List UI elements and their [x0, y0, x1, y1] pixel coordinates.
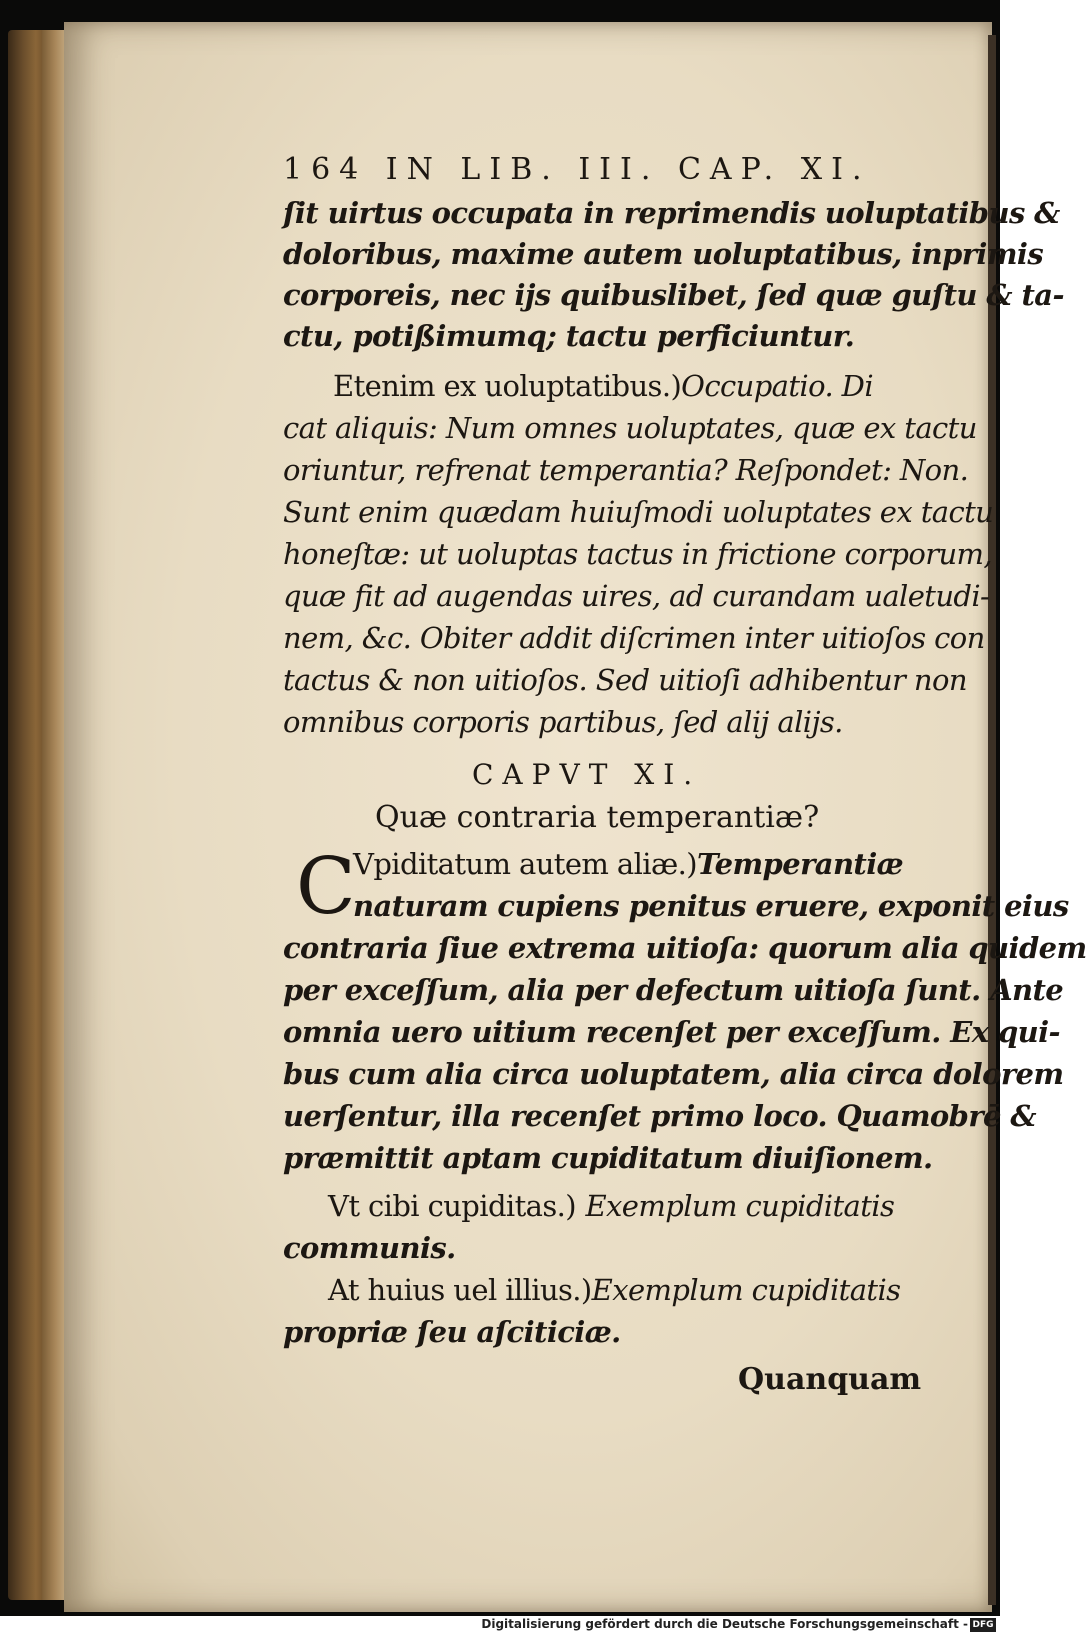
- text-line: omnia uero uitium recenſet per exceſſum. Ex qui-: [283, 1015, 1060, 1049]
- text-line: naturam cupiens penitus eruere, exponit eius: [353, 889, 1069, 923]
- text-line: omnibus corporis partibus, ſed alij alijs.: [283, 705, 843, 739]
- chapter-heading: CAPVT XI.: [472, 758, 702, 791]
- text-line: ſit uirtus occupata in reprimendis uoluptatibus &: [283, 196, 1060, 230]
- funding-credit: Digitalisierung gefördert durch die Deutsche Forschungsgemeinschaft -: [481, 1617, 968, 1631]
- text-line: oriuntur, refrenat temperantia? Reſpondet: Non.: [283, 453, 969, 487]
- text-line: per exceſſum, alia per defectum uitioſa ſunt. Ante: [283, 973, 1064, 1007]
- lemma: Vt cibi cupiditas.): [328, 1189, 576, 1223]
- text-line: nem, &c. Obiter addit diſcrimen inter uitioſos con: [283, 621, 985, 655]
- lemma: Vpiditatum autem aliæ.): [353, 847, 697, 881]
- text-line: ctu, potißimumq; tactu perficiuntur.: [283, 319, 855, 353]
- running-head: 164 IN LIB. III. CAP. XI.: [283, 152, 871, 187]
- text-line: contraria ſiue extrema uitioſa: quorum alia quidem: [283, 931, 1087, 965]
- text-line: communis.: [283, 1231, 456, 1265]
- text-line: [333, 368, 873, 404]
- text-line: [328, 1188, 894, 1224]
- text-line: Sunt enim quædam huiuſmodi uoluptates ex tactu: [283, 495, 994, 529]
- text-line: præmittit aptam cupiditatum diuiſionem.: [283, 1141, 933, 1175]
- lemma-gloss: Occupatio. Di: [681, 369, 874, 403]
- text-line: tactus & non uitioſos. Sed uitioſi adhibentur non: [283, 663, 967, 697]
- text-line: [328, 1272, 900, 1308]
- chapter-subtitle: Quæ contraria temperantiæ?: [375, 800, 820, 835]
- text-line: honeſtæ: ut uoluptas tactus in frictione corporum,: [283, 537, 993, 571]
- footer-bar: [0, 1616, 1000, 1635]
- lemma-gloss: Exemplum cupiditatis: [585, 1189, 895, 1223]
- text-line: [353, 846, 903, 882]
- lemma-gloss: Temperantiæ: [696, 847, 904, 881]
- text-line: propriæ ſeu aſciticiæ.: [283, 1315, 621, 1349]
- text-line: doloribus, maxime autem uoluptatibus, inprimis: [283, 237, 1044, 271]
- text-line: quæ fit ad augendas uires, ad curandam ualetudi-: [283, 579, 990, 613]
- text-line: corporeis, nec ijs quibuslibet, ſed quæ guſtu & ta-: [283, 278, 1064, 312]
- catchword: Quanquam: [738, 1362, 922, 1397]
- lemma: Etenim ex uoluptatibus.): [333, 369, 682, 403]
- lemma-gloss: Exemplum cupiditatis: [591, 1273, 901, 1307]
- drop-cap: C: [296, 842, 356, 932]
- text-line: uerſentur, illa recenſet primo loco. Quamobrē &: [283, 1099, 1036, 1133]
- text-line: cat aliquis: Num omnes uoluptates, quæ ex tactu: [283, 411, 977, 445]
- dfg-logo-icon: DFG: [970, 1618, 996, 1632]
- lemma: At huius uel illius.): [328, 1273, 592, 1307]
- text-line: bus cum alia circa uoluptatem, alia circa dolorem: [283, 1057, 1064, 1091]
